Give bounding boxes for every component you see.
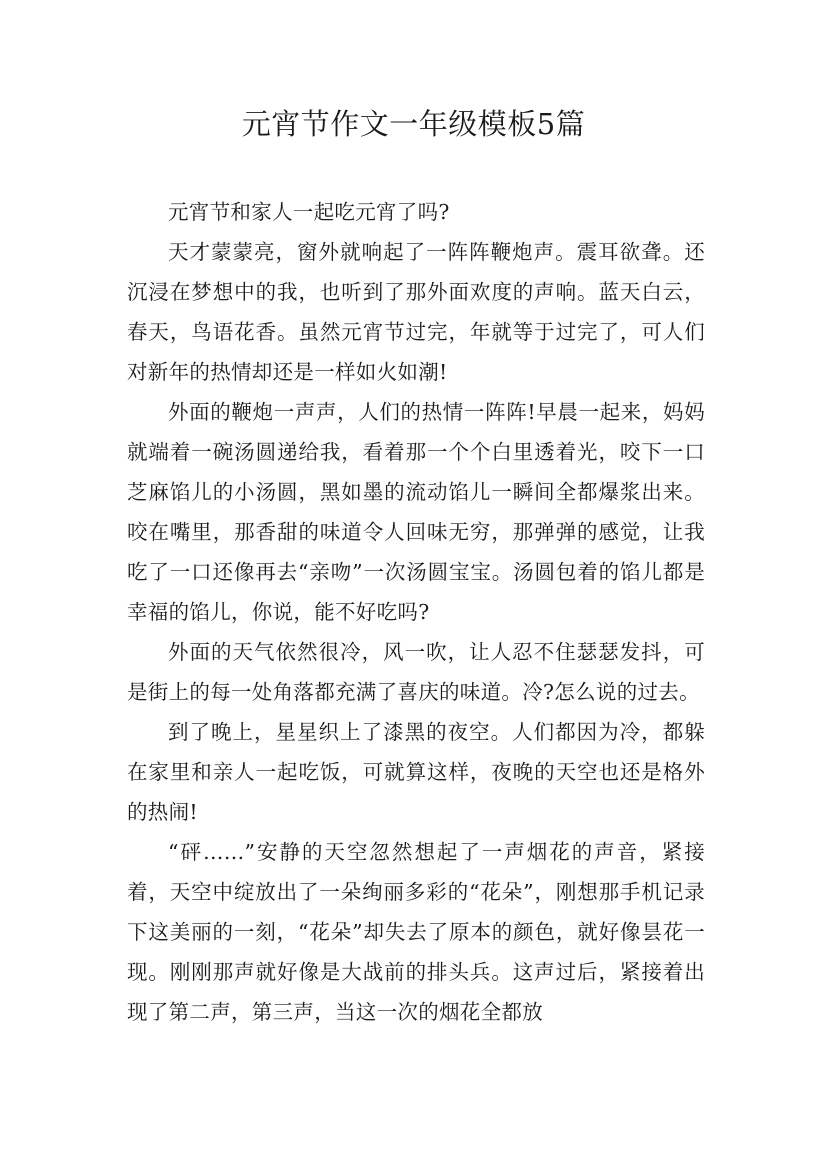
document-title: 元宵节作文一年级模板5篇 [241,107,586,141]
paragraph-fireworks: “砰……”安静的天空忽然想起了一声烟花的声音，紧接着，天空中绽放出了一朵绚丽多彩的“花朵”，刚想那手机记录下这美丽的一刻，“花朵”却失去了原本的颜色，就好像昙花一现。刚刚那声就好像是大战前的排头兵。这声过后，紧接着出现了第二声，第三声，当这一次的烟花全都放 [127,840,705,1024]
paragraph-cold-weather: 外面的天气依然很冷，风一吹，让人忍不住瑟瑟发抖，可是街上的每一处角落都充满了喜庆的味道。冷?怎么说的过去。 [127,640,705,704]
paragraph-tangyuan: 外面的鞭炮一声声，人们的热情一阵阵!早晨一起来，妈妈就端着一碗汤圆递给我，看着那一个个白里透着光，咬下一口芝麻馅儿的小汤圆，黑如墨的流动馅儿一瞬间全都爆浆出来。咬在嘴里，那香甜的味道令人回味无穷，那弹弹的感觉，让我吃了一口还像再去“亲吻”一次汤圆宝宝。汤圆包着的馅儿都是幸福的馅儿，你说，能不好吃吗? [127,400,705,624]
paragraph-morning-firecrackers: 天才蒙蒙亮，窗外就响起了一阵阵鞭炮声。震耳欲聋。还沉浸在梦想中的我，也听到了那外面欢度的声响。蓝天白云，春天，鸟语花香。虽然元宵节过完，年就等于过完了，可人们对新年的热情却还是一样如火如潮! [127,240,705,384]
paragraph-evening: 到了晚上，星星织上了漆黑的夜空。人们都因为冷，都躲在家里和亲人一起吃饭，可就算这样，夜晚的天空也还是格外的热闹! [127,720,705,824]
paragraph-intro: 元宵节和家人一起吃元宵了吗? [168,200,450,224]
document-body [127,192,705,1032]
